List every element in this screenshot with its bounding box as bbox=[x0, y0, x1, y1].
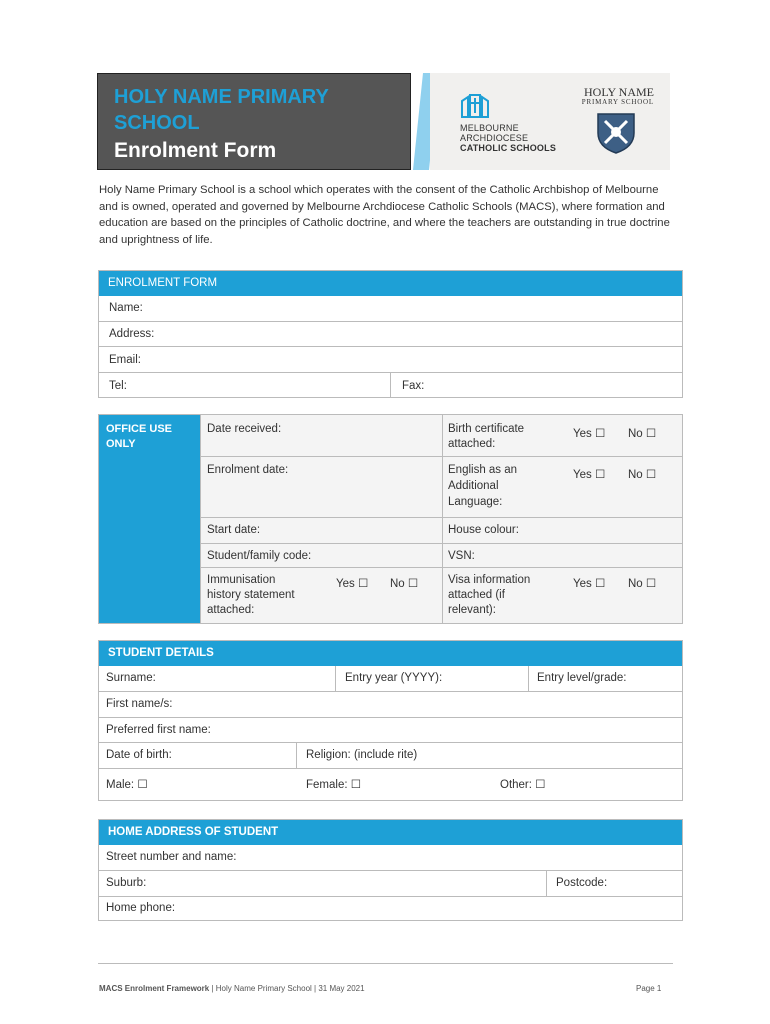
tel-label: Tel: bbox=[109, 380, 127, 392]
tel-fax-row bbox=[99, 373, 682, 397]
surname-row bbox=[99, 666, 682, 692]
page-title: Enrolment Form bbox=[114, 139, 277, 162]
macs-logo-line3: CATHOLIC SCHOOLS bbox=[460, 143, 557, 153]
immunisation-label-1: Immunisation bbox=[207, 574, 276, 586]
eal-label-1: English as an bbox=[448, 464, 518, 476]
office-use-label-line1: OFFICE USE bbox=[106, 423, 173, 435]
footer-details: | Holy Name Primary School | 31 May 2021 bbox=[209, 984, 365, 993]
entry-year-label[interactable]: Entry year (YYYY): bbox=[345, 672, 443, 684]
immunisation-no-checkbox[interactable]: No ☐ bbox=[390, 578, 419, 590]
enrolment-form-heading: ENROLMENT FORM bbox=[99, 271, 682, 296]
visa-label-3: relevant): bbox=[448, 604, 496, 616]
office-row-3 bbox=[200, 518, 682, 544]
visa-no-checkbox[interactable]: No ☐ bbox=[628, 578, 657, 590]
religion-label[interactable]: Religion: (include rite) bbox=[306, 749, 418, 761]
enrolment-date-label: Enrolment date: bbox=[207, 464, 289, 476]
entry-level-label[interactable]: Entry level/grade: bbox=[537, 672, 627, 684]
street-label: Street number and name: bbox=[106, 851, 237, 863]
school-name-line2: SCHOOL bbox=[114, 112, 200, 134]
preferred-name-field[interactable] bbox=[99, 718, 682, 743]
title-banner bbox=[97, 73, 411, 170]
school-crest-icon bbox=[595, 111, 637, 155]
eal-label-3: Language: bbox=[448, 496, 503, 508]
date-received-label: Date received: bbox=[207, 423, 282, 435]
visa-yes-checkbox[interactable]: Yes ☐ bbox=[573, 578, 606, 590]
eal-no-checkbox[interactable]: No ☐ bbox=[628, 469, 657, 481]
footer-text bbox=[99, 984, 365, 993]
immunisation-yes-checkbox[interactable]: Yes ☐ bbox=[336, 578, 369, 590]
student-details-heading: STUDENT DETAILS bbox=[99, 641, 682, 666]
birth-cert-no-checkbox[interactable]: No ☐ bbox=[628, 428, 657, 440]
home-phone-field[interactable] bbox=[99, 897, 682, 920]
address-label: Address: bbox=[109, 328, 155, 340]
surname-label[interactable]: Surname: bbox=[106, 672, 156, 684]
visa-label-2: attached (if bbox=[448, 589, 505, 601]
postcode-label[interactable]: Postcode: bbox=[556, 877, 608, 889]
male-checkbox[interactable]: Male: ☐ bbox=[106, 779, 148, 791]
name-field[interactable] bbox=[99, 296, 682, 322]
birth-cert-label-1: Birth certificate bbox=[448, 423, 525, 435]
name-label: Name: bbox=[109, 302, 143, 314]
office-row-5 bbox=[200, 568, 682, 623]
home-phone-label: Home phone: bbox=[106, 902, 176, 914]
first-names-label: First name/s: bbox=[106, 698, 173, 710]
eal-label-2: Additional bbox=[448, 480, 499, 492]
email-label: Email: bbox=[109, 354, 141, 366]
house-colour-label: House colour: bbox=[448, 524, 519, 536]
preferred-name-label: Preferred first name: bbox=[106, 724, 211, 736]
dob-label[interactable]: Date of birth: bbox=[106, 749, 172, 761]
vsn-label: VSN: bbox=[448, 550, 475, 562]
first-names-field[interactable] bbox=[99, 692, 682, 718]
office-use-label bbox=[99, 415, 200, 623]
other-checkbox[interactable]: Other: ☐ bbox=[500, 779, 546, 791]
immunisation-label-3: attached: bbox=[207, 604, 255, 616]
suburb-label[interactable]: Suburb: bbox=[106, 877, 147, 889]
student-details-table bbox=[98, 640, 683, 801]
intro-paragraph: Holy Name Primary School is a school which operates with the consent of the Catholic Archbishop of Melbourne and is owned, operated and governed by Melbourne Archdiocese Catholic Schools (MACS), where formation and education are based on the principles of Catholic doctrine, and where the teachers are outstanding in true doctrine and uprightness of life. bbox=[99, 184, 670, 246]
eal-yes-checkbox[interactable]: Yes ☐ bbox=[573, 469, 606, 481]
fax-label: Fax: bbox=[402, 380, 425, 392]
enrolment-form-table bbox=[98, 270, 683, 398]
school-name-line1: HOLY NAME PRIMARY bbox=[114, 86, 329, 108]
gender-row bbox=[99, 769, 682, 800]
start-date-label: Start date: bbox=[207, 524, 261, 536]
suburb-row bbox=[99, 871, 682, 897]
school-logo-subtitle: PRIMARY SCHOOL bbox=[581, 98, 654, 106]
logo-panel bbox=[430, 73, 670, 170]
office-row-1 bbox=[200, 415, 682, 457]
street-field[interactable] bbox=[99, 845, 682, 871]
birth-cert-yes-checkbox[interactable]: Yes ☐ bbox=[573, 428, 606, 440]
school-logo-title: HOLY NAME bbox=[583, 85, 654, 99]
female-checkbox[interactable]: Female: ☐ bbox=[306, 779, 362, 791]
office-use-table bbox=[98, 414, 683, 624]
office-row-4 bbox=[200, 544, 682, 568]
home-address-heading: HOME ADDRESS OF STUDENT bbox=[99, 820, 682, 845]
macs-logo-icon bbox=[460, 93, 490, 119]
immunisation-label-2: history statement bbox=[207, 589, 295, 601]
visa-label-1: Visa information bbox=[448, 574, 531, 586]
office-row-2 bbox=[200, 457, 682, 518]
family-code-label: Student/family code: bbox=[207, 550, 312, 562]
footer-framework: MACS Enrolment Framework bbox=[99, 984, 210, 993]
home-address-table bbox=[98, 819, 683, 921]
dob-religion-row bbox=[99, 743, 682, 769]
office-use-label-line2: ONLY bbox=[106, 438, 136, 450]
macs-logo-line1: MELBOURNE bbox=[460, 123, 519, 133]
footer-divider bbox=[98, 963, 673, 964]
address-field[interactable] bbox=[99, 322, 682, 347]
email-field[interactable] bbox=[99, 347, 682, 373]
birth-cert-label-2: attached: bbox=[448, 438, 496, 450]
page-number: Page 1 bbox=[636, 984, 662, 993]
macs-logo-line2: ARCHDIOCESE bbox=[460, 133, 529, 143]
